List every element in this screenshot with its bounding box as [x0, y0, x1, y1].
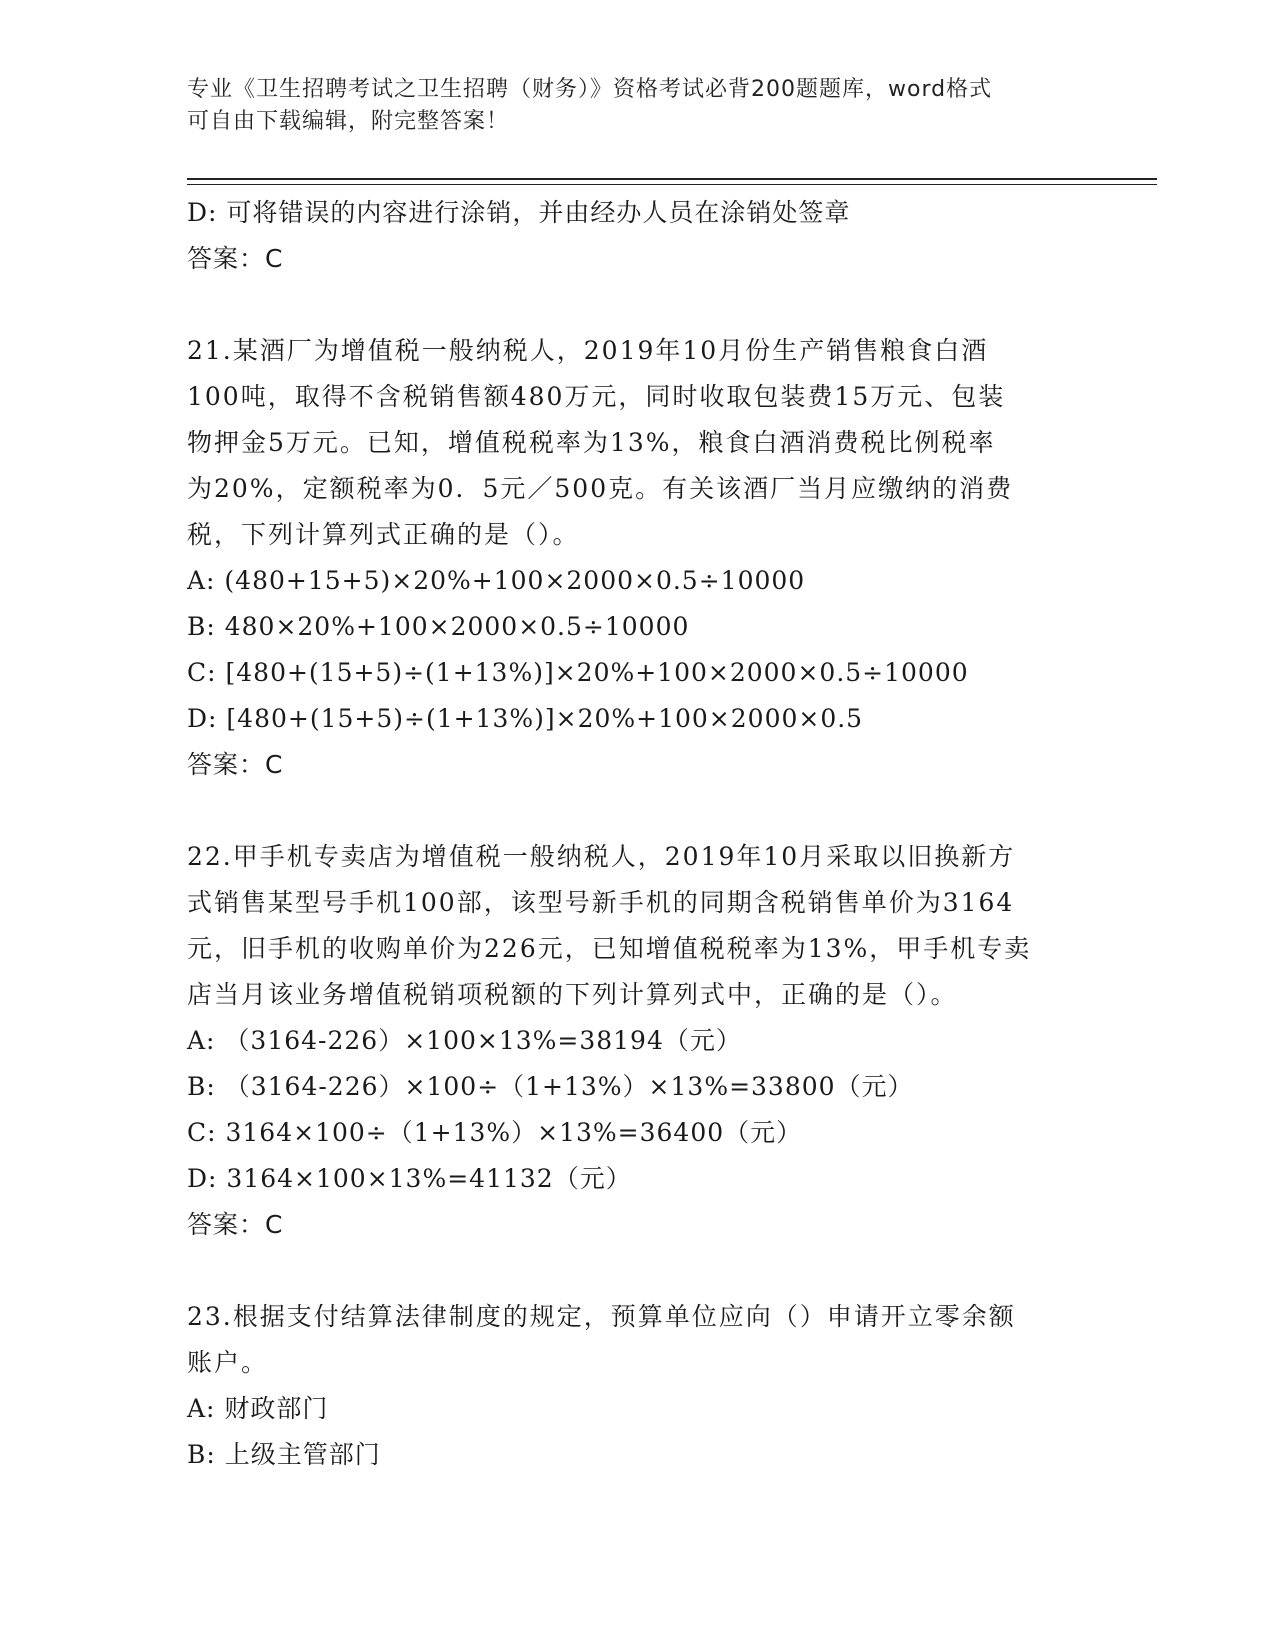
- question-stem: [187, 834, 1087, 1018]
- stem-line: 23.根据支付结算法律制度的规定，预算单位应向（）申请开立零余额: [187, 1302, 1016, 1331]
- option-a: A: 财政部门: [187, 1394, 329, 1423]
- document-body: [187, 190, 1087, 1478]
- option-d: D: [480+(15+5)÷(1+13%)]×20%+100×2000×0.5: [187, 704, 864, 733]
- stem-line: 100吨，取得不含税销售额480万元，同时收取包装费15万元、包装: [187, 382, 1006, 411]
- option-c: C: [480+(15+5)÷(1+13%)]×20%+100×2000×0.5÷10000: [187, 658, 969, 687]
- stem-line: 店当月该业务增值税销项税额的下列计算列式中，正确的是（）。: [187, 980, 958, 1009]
- stem-line: 物押金5万元。已知，增值税税率为13%，粮食白酒消费税比例税率: [187, 428, 996, 457]
- option-d: D: 可将错误的内容进行涂销，并由经办人员在涂销处签章: [187, 198, 851, 227]
- option-b: B: （3164-226）×100÷（1+13%）×13%=33800（元）: [187, 1072, 914, 1101]
- question-23: [187, 1294, 1087, 1478]
- option-a: A: （3164-226）×100×13%=38194（元）: [187, 1026, 742, 1055]
- answer-line: 答案：C: [187, 244, 284, 273]
- option-b: B: 上级主管部门: [187, 1440, 381, 1469]
- question-21: [187, 328, 1087, 788]
- spacer: [187, 1248, 1087, 1294]
- answer-line: 答案：C: [187, 1210, 284, 1239]
- document-header: [187, 74, 1067, 138]
- option-d: D: 3164×100×13%=41132（元）: [187, 1164, 632, 1193]
- spacer: [187, 282, 1087, 328]
- stem-line: 22.甲手机专卖店为增值税一般纳税人，2019年10月采取以旧换新方: [187, 842, 1016, 871]
- header-line-1: 专业《卫生招聘考试之卫生招聘（财务）》资格考试必背200题题库，word格式: [187, 77, 993, 102]
- header-rule-thick: [187, 178, 1157, 180]
- question-stem: [187, 1294, 1087, 1386]
- stem-line: 税，下列计算列式正确的是（）。: [187, 520, 580, 549]
- spacer: [187, 788, 1087, 834]
- question-22: [187, 834, 1087, 1248]
- question-stem: [187, 328, 1087, 558]
- stem-line: 式销售某型号手机100部，该型号新手机的同期含税销售单价为3164: [187, 888, 1015, 917]
- option-b: B: 480×20%+100×2000×0.5÷10000: [187, 612, 690, 641]
- header-rule-thin: [187, 184, 1157, 185]
- header-line-2: 可自由下载编辑，附完整答案！: [187, 109, 510, 134]
- answer-line: 答案：C: [187, 750, 284, 779]
- option-c: C: 3164×100÷（1+13%）×13%=36400（元）: [187, 1118, 803, 1147]
- stem-line: 账户。: [187, 1348, 269, 1377]
- stem-line: 为20%，定额税率为0．5元／500克。有关该酒厂当月应缴纳的消费: [187, 474, 1014, 503]
- stem-line: 21.某酒厂为增值税一般纳税人，2019年10月份生产销售粮食白酒: [187, 336, 989, 365]
- option-a: A: (480+15+5)×20%+100×2000×0.5÷10000: [187, 566, 806, 595]
- stem-line: 元，旧手机的收购单价为226元，已知增值税税率为13%，甲手机专卖: [187, 934, 1032, 963]
